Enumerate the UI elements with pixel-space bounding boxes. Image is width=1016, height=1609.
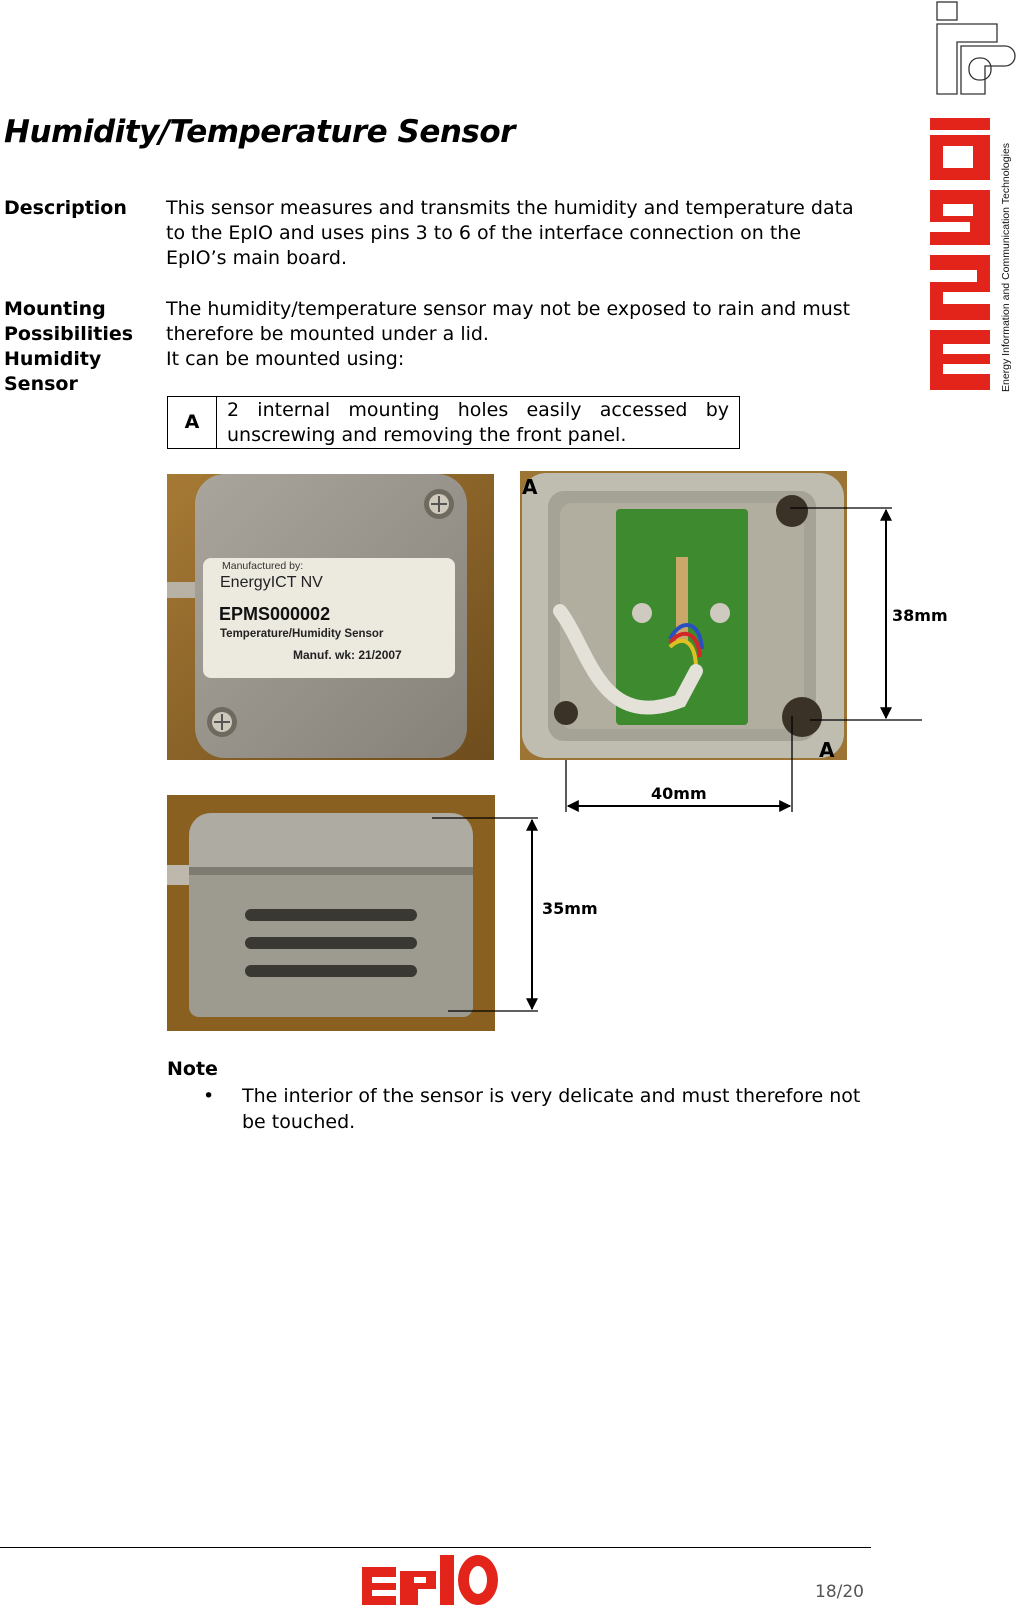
mounting-text-para: The humidity/temperature sensor may not be exposed to rain and must therefore be mounted under a lid. [166, 298, 851, 345]
footer-divider [0, 1547, 871, 1548]
bullet-marker: • [203, 1085, 215, 1107]
mounting-text-para: It can be mounted using: [166, 348, 405, 370]
page-number: 18/20 [815, 1582, 864, 1602]
description-text: This sensor measures and transmits the humidity and temperature data to the EpIO and uses pins 3 to 6 of the interface connection on the EpIO’s main board. [166, 197, 854, 269]
label-manufactured-by: Manufactured by: [222, 560, 304, 572]
mounting-label-line: Mounting [4, 298, 106, 320]
note-heading: Note [167, 1058, 218, 1080]
description-label: Description [4, 197, 127, 219]
energyict-tagline: Energy Information and Communication Technologies [1000, 142, 1012, 392]
page-title: Humidity/Temperature Sensor [4, 114, 515, 150]
label-product-name: Temperature/Humidity Sensor [220, 628, 384, 640]
hole-marker: A [522, 475, 538, 499]
depth-dimension-label: 35mm [542, 899, 598, 918]
table-value: 2 internal mounting holes easily accessed by unscrewing and removing the front panel. [217, 397, 740, 449]
epio-logo [362, 1553, 498, 1605]
hole-marker: A [819, 738, 835, 762]
label-manuf-week: Manuf. wk: 21/2007 [293, 648, 402, 662]
table-key: A [168, 397, 217, 449]
mounting-label-line: Sensor [4, 373, 78, 395]
epio-logo-text: EPIO [362, 1553, 365, 1554]
height-dimension-label: 38mm [892, 606, 948, 625]
width-dimension-label: 40mm [651, 784, 707, 803]
mounting-label-line: Humidity [4, 348, 102, 370]
label-company: EnergyICT NV [220, 574, 323, 591]
label-part-number: EPMS000002 [219, 604, 331, 624]
mounting-label-line: Possibilities [4, 323, 134, 345]
note-text: The interior of the sensor is very delicate and must therefore not be touched. [242, 1085, 861, 1133]
